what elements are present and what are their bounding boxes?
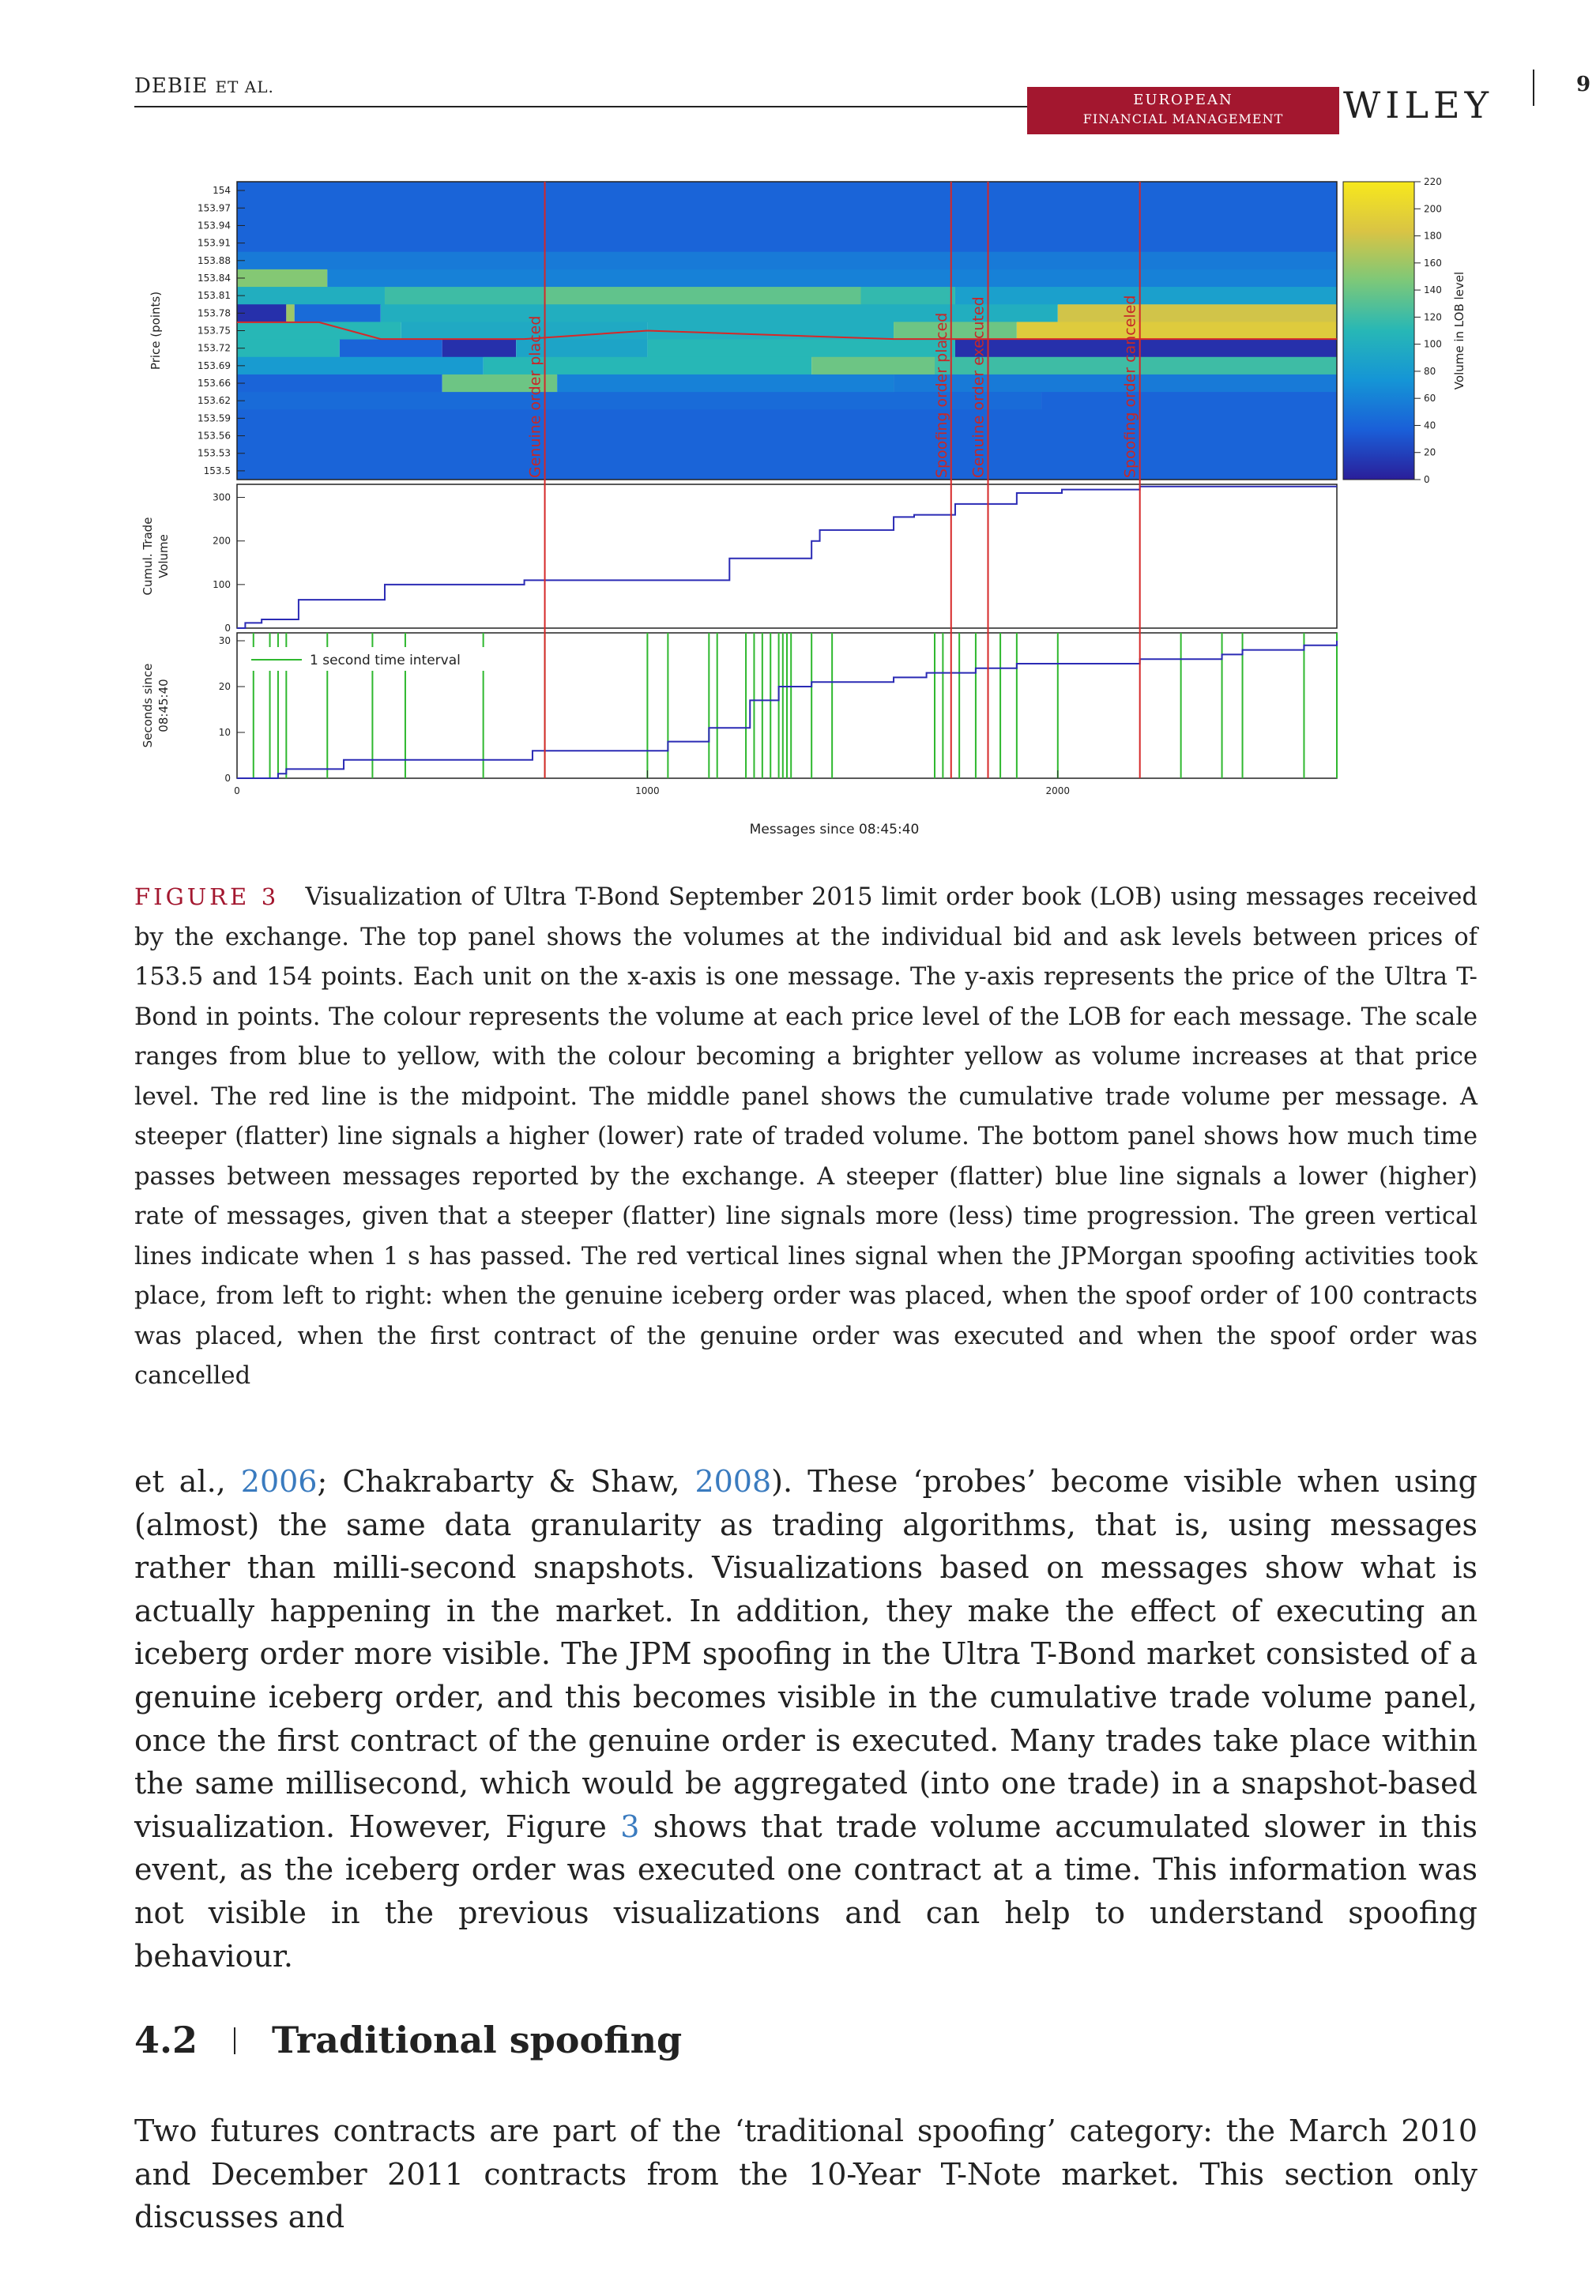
bottom-x-tick-label: 1000 (635, 785, 660, 796)
bottom-y-tick-label: 10 (218, 727, 231, 738)
body-paragraph-1 (134, 1460, 1477, 1978)
colorbar-tick-label: 60 (1424, 393, 1436, 405)
text-run: ). These ‘probes’ become visible when using (almost) the same data granularity as trading algorithms, that is, using messages rather than milli-second snapshots. Visualizations based on messages show what is actually happening in the market. In addition, they make the effect of executing an iceberg order more visible. The JPM spoofing in the Ultra T-Bond market consisted of a genuine iceberg order, and this becomes visible in the cumulative trade volume panel, once the first contract of the genuine order is executed. Many trades take place within the same millisecond, which would be aggregated (into one trade) in a snapshot-based visualization. However, Figure (134, 1464, 1477, 1844)
colorbar-tick-label: 220 (1424, 176, 1442, 187)
heatmap-y-tick-label: 153.69 (198, 359, 231, 371)
heatmap-cell (385, 287, 545, 305)
heatmap-y-tick-label: 153.62 (198, 395, 231, 407)
event-label: Spoofing order canceled (1121, 295, 1139, 478)
running-authors (134, 74, 274, 98)
heatmap-y-tick-label: 153.91 (198, 237, 231, 249)
heatmap-cell (237, 182, 1337, 200)
middle-y-tick-label: 0 (224, 623, 231, 634)
page-number-divider (1533, 70, 1534, 106)
heatmap-y-tick-label: 153.97 (198, 202, 231, 214)
bottom-y-tick-label: 30 (218, 635, 231, 646)
heatmap-y-tick-label: 154 (213, 185, 231, 197)
section-number: 4.2 (134, 2019, 198, 2061)
journal-line2: FINANCIAL MANAGEMENT (1082, 111, 1284, 126)
colorbar-tick-label: 120 (1424, 311, 1442, 323)
heatmap-cell (340, 340, 442, 358)
heatmap-cell (1041, 392, 1337, 410)
heatmap-cell (1017, 322, 1337, 340)
body-paragraph-2: Two futures contracts are part of the ‘traditional spoofing’ category: the March 2010 and December 2011 contracts from the 10-Year T-Note market. This section only discusses and (134, 2113, 1477, 2235)
colorbar-tick-label: 80 (1424, 365, 1436, 377)
heatmap-cell (237, 462, 1337, 480)
author-suffix: ET AL. (215, 77, 274, 96)
heatmap-y-tick-label: 153.53 (198, 447, 231, 459)
bottom-y-label-2: 08:45:40 (156, 679, 171, 732)
author-name: DEBIE (134, 74, 209, 98)
heatmap-cell (237, 216, 1337, 235)
colorbar-tick-label: 180 (1424, 230, 1442, 242)
heatmap-cell (237, 322, 401, 340)
heatmap-y-tick-label: 153.81 (198, 290, 231, 302)
heatmap-cell (237, 287, 385, 305)
colorbar-tick-label: 140 (1424, 284, 1442, 296)
heatmap-y-tick-label: 153.66 (198, 378, 231, 390)
journal-badge (1027, 87, 1339, 134)
heatmap-cell (237, 375, 442, 393)
bottom-x-tick-label: 2000 (1045, 785, 1071, 796)
event-label: Genuine order executed (969, 296, 988, 478)
heatmap-y-tick-label: 153.56 (198, 430, 231, 442)
heatmap-cell (237, 357, 484, 375)
header-rule (134, 106, 1027, 107)
caption-label: FIGURE 3 (134, 883, 280, 910)
running-header (134, 70, 1591, 126)
middle-y-tick-label: 200 (213, 535, 231, 547)
heatmap-cell (894, 322, 1017, 340)
middle-y-label: Cumul. Trade (141, 517, 155, 596)
heatmap-cell (237, 392, 1041, 410)
colorbar-tick-label: 160 (1424, 257, 1442, 269)
bottom-y-label: Seconds since (141, 663, 155, 748)
heatmap-cell (286, 304, 294, 322)
heatmap-y-tick-label: 153.94 (198, 220, 231, 231)
heatmap-cell (381, 304, 1058, 322)
middle-y-tick-label: 100 (213, 578, 231, 590)
colorbar-tick-label: 100 (1424, 338, 1442, 350)
middle-panel-frame (237, 484, 1337, 628)
middle-y-tick-label: 300 (213, 491, 231, 503)
heatmap-y-tick-label: 153.75 (198, 325, 231, 337)
heatmap-cell (1058, 304, 1337, 322)
heatmap-cell (237, 199, 1337, 217)
heatmap-y-label: Price (points) (149, 291, 163, 371)
section-heading (134, 2019, 682, 2061)
heatmap-y-tick-label: 153.78 (198, 307, 231, 319)
heatmap-cell (442, 340, 516, 358)
legend-label: 1 second time interval (310, 653, 461, 668)
caption-text: Visualization of Ultra T-Bond September 2015 limit order book (LOB) using messages received by the exchange. The top panel shows the volumes at the individual bid and ask levels between prices of 153.5 and 154 points. Each unit on the x-axis is one message. The y-axis represents the price of the Ultra T-Bond in points. The colour represents the volume at each price level of the LOB for each message. The scale ranges from blue to yellow, with the colour becoming a brighter yellow as volume increases at that price level. The red line is the midpoint. The middle panel shows the cumulative trade volume per message. A steeper (flatter) line signals a higher (lower) rate of traded volume. The bottom panel shows how much time passes between messages reported by the exchange. A steeper (flatter) blue line signals a lower (higher) rate of messages, given that a steeper (flatter) line signals more (less) time progression. The green vertical lines indicate when 1 s has passed. The red vertical lines signal when the JPMorgan spoofing activities took place, from left to right: when the genuine iceberg order was placed, when the spoof order of 100 contracts was placed, when the first contract of the genuine order was executed and when the spoof order was cancelled (134, 883, 1477, 1390)
heatmap-cell (237, 252, 1337, 270)
middle-y-label-2: Volume (156, 534, 171, 578)
heatmap-y-tick-label: 153.72 (198, 342, 231, 354)
heatmap-cell (237, 409, 1337, 427)
section-divider (234, 2027, 235, 2054)
bottom-x-tick-label: 0 (234, 785, 240, 796)
heatmap-y-tick-label: 153.84 (198, 272, 231, 284)
heatmap-cell (237, 427, 1337, 445)
figure-3 (134, 170, 1493, 849)
text-run: shows that trade volume accumulated slower in this event, as the iceberg order was executed one contract at a time. This information was not visible in the previous visualizations and can help to understand spoofing behaviour. (134, 1809, 1477, 1974)
colorbar-tick-label: 20 (1424, 446, 1436, 458)
colorbar-tick-label: 200 (1424, 203, 1442, 215)
event-label: Genuine order placed (526, 315, 544, 478)
heatmap-y-tick-label: 153.5 (203, 465, 231, 476)
text-run: ; Chakrabarty & Shaw, (317, 1464, 695, 1499)
journal-line1: EUROPEAN (1133, 92, 1233, 108)
heatmap-cell (237, 269, 327, 288)
heatmap-cell (860, 287, 954, 305)
heatmap-cell (237, 340, 340, 358)
heatmap-y-tick-label: 153.59 (198, 412, 231, 424)
text-run: et al., (134, 1464, 241, 1499)
heatmap-cell (237, 445, 1337, 463)
publisher-logo: WILEY (1343, 84, 1493, 126)
heatmap-cell (557, 375, 894, 393)
heatmap-cell (237, 235, 1337, 253)
citation-link[interactable]: 2008 (694, 1464, 772, 1499)
figure-link[interactable]: 3 (620, 1809, 640, 1844)
heatmap-cell (894, 375, 1337, 393)
heatmap-cell (955, 287, 1337, 305)
figure-caption (134, 877, 1477, 1397)
event-label: Spoofing order placed (932, 312, 950, 478)
colorbar-label: Volume in LOB level (1452, 271, 1466, 390)
section-title: Traditional spoofing (272, 2019, 683, 2061)
bottom-y-tick-label: 0 (224, 773, 231, 784)
page-number: 9 (1576, 73, 1591, 96)
x-axis-label: Messages since 08:45:40 (749, 822, 920, 837)
colorbar-tick-label: 0 (1424, 474, 1430, 485)
heatmap-cell (545, 287, 861, 305)
heatmap-cell (295, 304, 381, 322)
heatmap-cell (401, 322, 648, 340)
colorbar (1343, 182, 1414, 480)
figure-3-chart (134, 170, 1493, 849)
citation-link[interactable]: 2006 (240, 1464, 318, 1499)
colorbar-tick-label: 40 (1424, 420, 1436, 431)
heatmap-cell (327, 269, 1337, 288)
heatmap-cell (647, 340, 955, 358)
heatmap-cell (811, 357, 935, 375)
bottom-y-tick-label: 20 (218, 681, 231, 692)
heatmap-y-tick-label: 153.88 (198, 254, 231, 266)
heatmap-cell (955, 340, 1337, 358)
